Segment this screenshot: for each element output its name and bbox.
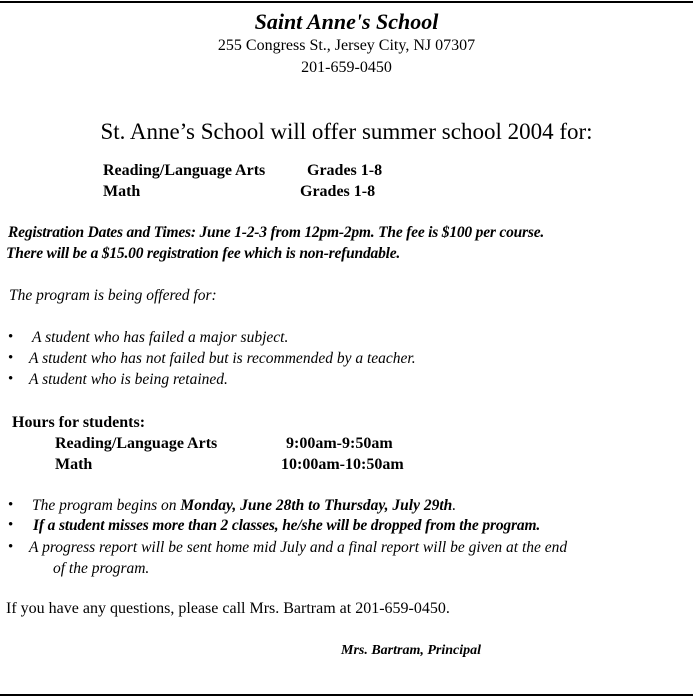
offering-grades: Grades 1-8 bbox=[307, 162, 383, 179]
bullet-icon: • bbox=[8, 329, 14, 345]
top-border bbox=[0, 1, 693, 3]
school-phone: 201-659-0450 bbox=[301, 59, 392, 76]
hours-subject: Reading/Language Arts bbox=[55, 435, 218, 452]
bullet-icon: • bbox=[8, 539, 14, 555]
program-dates-note bbox=[32, 497, 456, 515]
program-dates-suffix: . bbox=[452, 497, 457, 514]
principal-signature: Mrs. Bartram, Principal bbox=[341, 643, 482, 658]
contact-line: If you have any questions, please call Mrs. Bartram at 201-659-0450. bbox=[6, 600, 450, 617]
bullet-icon: • bbox=[8, 371, 14, 387]
bottom-border bbox=[0, 694, 693, 696]
program-dates: Monday, June 28th to Thursday, July 29th bbox=[180, 497, 453, 514]
offering-subject: Reading/Language Arts bbox=[103, 162, 266, 179]
hours-time: 10:00am-10:50am bbox=[281, 456, 404, 473]
bullet-icon: • bbox=[8, 497, 14, 513]
hours-heading: Hours for students: bbox=[12, 414, 146, 431]
offering-subject: Math bbox=[103, 183, 141, 200]
bullet-icon: • bbox=[8, 350, 14, 366]
eligibility-item: A student who is being retained. bbox=[29, 371, 228, 388]
registration-line-1: Registration Dates and Times: June 1-2-3 from 12pm-2pm. The fee is $100 per course. bbox=[8, 224, 545, 241]
offering-grades: Grades 1-8 bbox=[300, 183, 376, 200]
registration-line-2: There will be a $15.00 registration fee which is non-refundable. bbox=[6, 245, 401, 262]
eligibility-item: A student who has not failed but is recommended by a teacher. bbox=[29, 350, 416, 367]
program-dates-prefix: The program begins on bbox=[32, 497, 181, 514]
absence-policy: If a student misses more than 2 classes, he/she will be dropped from the program. bbox=[33, 517, 541, 534]
hours-subject: Math bbox=[55, 456, 93, 473]
bullet-icon: • bbox=[8, 517, 14, 533]
progress-report-line-1: A progress report will be sent home mid July and a final report will be given at the end bbox=[29, 539, 568, 556]
eligibility-item: A student who has failed a major subject. bbox=[32, 329, 289, 346]
hours-time: 9:00am-9:50am bbox=[286, 435, 393, 452]
page-title: St. Anne’s School will offer summer school 2004 for: bbox=[100, 119, 593, 144]
program-intro: The program is being offered for: bbox=[9, 287, 217, 304]
progress-report-line-2: of the program. bbox=[53, 560, 150, 577]
school-address: 255 Congress St., Jersey City, NJ 07307 bbox=[217, 37, 476, 54]
school-name: Saint Anne's School bbox=[254, 9, 439, 34]
